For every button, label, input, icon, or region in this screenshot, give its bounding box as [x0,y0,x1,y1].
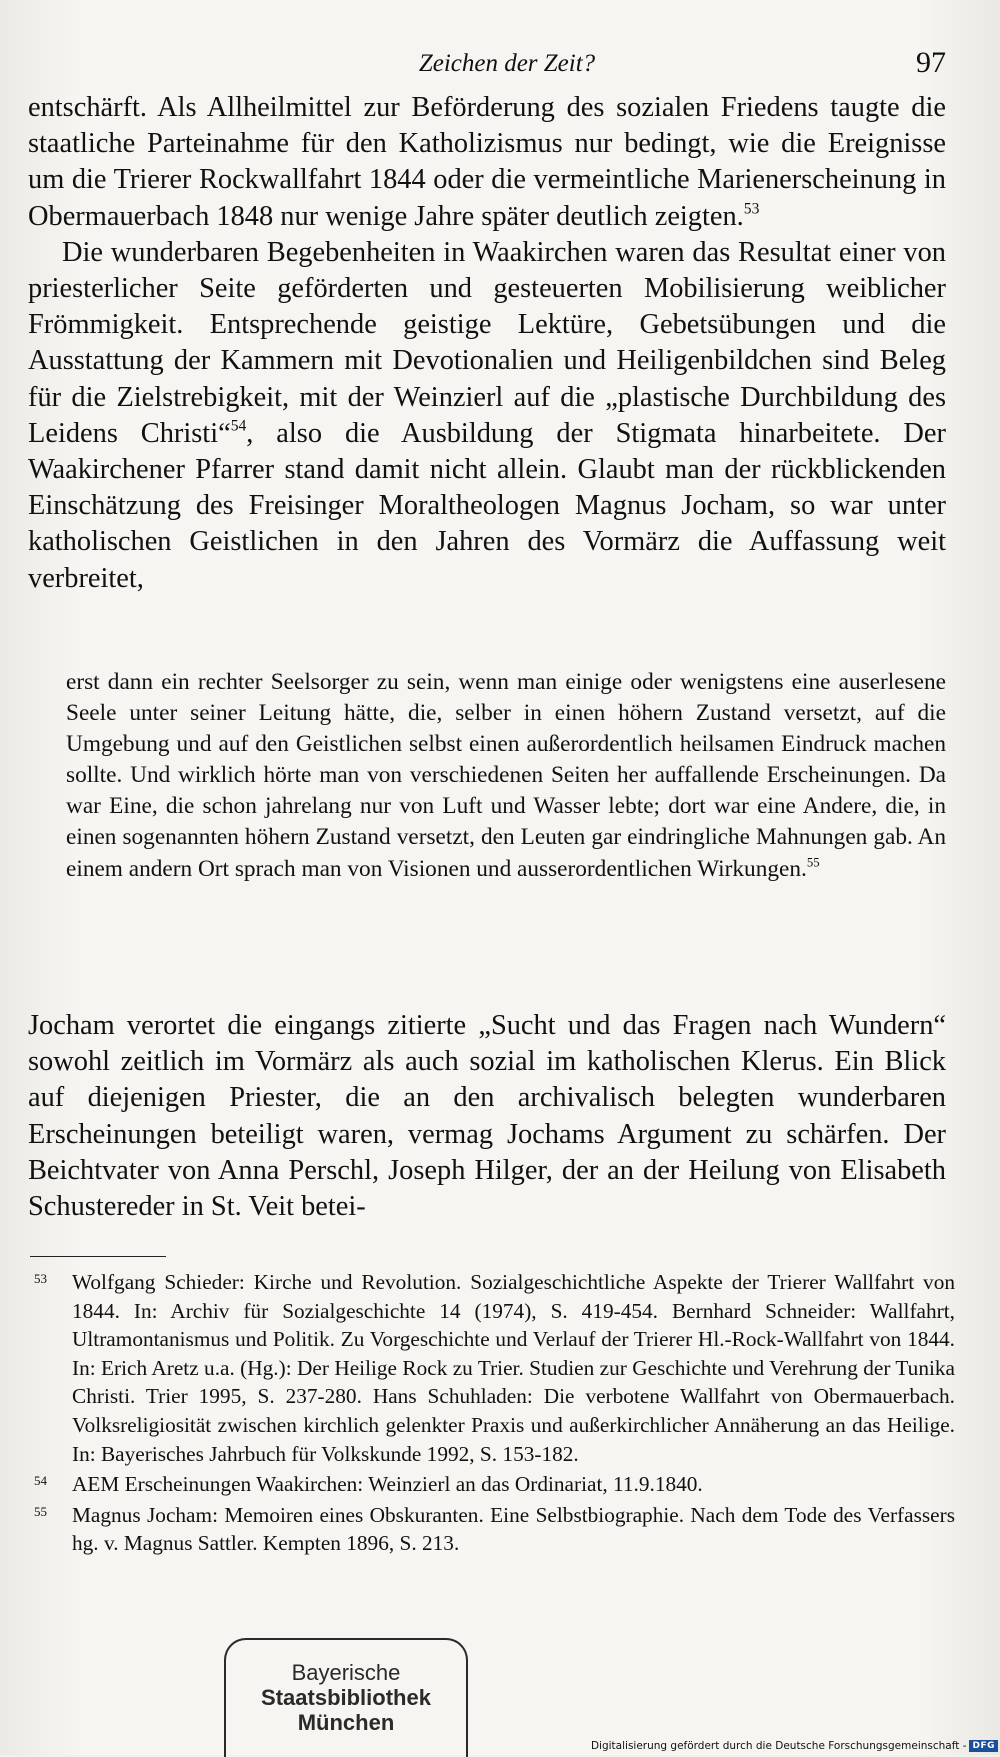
page-header [28,44,946,84]
quote-text: erst dann ein rechter Seelsorger zu sein, wenn man einige oder wenigstens eine auserlesene Seele unter seiner Leitung hätte, die, selber in einen höhern Zustand versetzt, auf die Umgebung und auf den Geistlichen selbst einen außerordentlich heilsamen Eindruck machen sollte. Und wirklich hörte man von verschiedenen Seiten her auffallende Erscheinungen. Da war Eine, die schon jahrelang nur von Luft und Wasser lebte; dort war eine Andere, die, in einen sogenannten höhern Zustand versetzt, den Leuten gar eindringliche Mahnungen gab. An einem andern Ort sprach man von Visionen und ausserordentlichen Wirkungen. [66,669,946,882]
stamp-line-1: Bayerische [291,1660,401,1685]
library-stamp [224,1638,468,1757]
footnote-ref-54: 54 [230,417,247,435]
stamp-line-3: München [297,1710,395,1735]
footnote-ref-53: 53 [743,199,760,217]
footnote-55 [30,1501,955,1558]
block-quote [66,667,946,885]
footnote-separator [30,1256,166,1257]
footnote-number: 53 [34,1271,47,1286]
quote-paragraph [66,667,946,885]
stamp-line-2: Staatsbibliothek [261,1685,431,1710]
footnote-text: Magnus Jocham: Memoiren eines Obskuranten. Eine Selbstbiographie. Nach dem Tode des Verfassers hg. v. Magnus Sattler. Kempten 1896, S. 213. [72,1502,955,1556]
footnote-ref-55: 55 [806,854,820,869]
footnote-54 [30,1470,955,1499]
footnote-text: AEM Erscheinungen Waakirchen: Weinzierl an das Ordinariat, 11.9.1840. [72,1472,703,1497]
dfg-logo: DFG [969,1740,998,1752]
paragraph-1 [28,90,946,235]
paragraph-2 [28,235,946,597]
paragraph-3: Jocham verortet die eingangs zitierte „Sucht und das Fragen nach Wundern“ sowohl zeitlich im Vormärz als auch sozial im katholischen Klerus. Ein Blick auf diejenigen Priester, die an den archivalisch belegten wunderbaren Erscheinungen beteiligt waren, vermag Jochams Argument zu schärfen. Der Beichtvater von Anna Perschl, Joseph Hilger, der an der Heilung von Elisabeth Schustereder in St. Veit betei- [28,1010,946,1223]
footnote-53 [30,1268,955,1468]
footnote-number: 55 [34,1503,47,1519]
footnote-text: Wolfgang Schieder: Kirche und Revolution. Sozialgeschichtliche Aspekte der Trierer Wallfahrt von 1844. In: Archiv für Sozialgeschichte 14 (1974), S. 419-454. Bernhard Schneider: Wallfahrt, Ultramontanismus und Politik. Zu Vorgeschichte und Verlauf der Trierer Hl.-Rock-Wallfahrt von 1844. In: Erich Aretz u.a. (Hg.): Der Heilige Rock zu Trier. Studien zur Geschichte und Verehrung der Tunika Christi. Trier 1995, S. 237-280. Hans Schuhladen: Die verbotene Wallfahrt von Obermauerbach. Volksreligiosität zwischen kirchlich gelenkter Praxis und außerkirchlicher Annäherung an das Heilige. In: Bayerisches Jahrbuch für Volkskunde 1992, S. 153-182. [72,1270,955,1466]
footnotes [30,1268,955,1560]
footnote-number: 54 [34,1473,47,1489]
paragraph-2-text-b: , also die Ausbildung der Stigmata hinarbeitete. Der Waakirchener Pfarrer stand damit nicht allein. Glaubt man der rückblickenden Einschätzung des Freisinger Moraltheologen Magnus Jocham, so war unter katholischen Geistlichen in den Jahren des Vormärz die Auffassung weit verbreitet, [28,417,946,594]
paragraph-2-text-a: Die wunderbaren Begebenheiten in Waakirchen waren das Resultat einer von priesterlicher Seite geförderten und gesteuerten Mobilisierung weiblicher Frömmigkeit. Entsprechende geistige Lektüre, Gebetsübungen und die Ausstattung der Kammern mit Devotionalien und Heiligenbildchen sind Beleg für die Zielstrebigkeit, mit der Weinzierl auf die „plastische Durchbildung des Leidens Christi“ [28,236,946,449]
main-text-lower [28,1008,946,1225]
digitization-credit [591,1740,998,1752]
paragraph-1-text: entschärft. Als Allheilmittel zur Beförderung des sozialen Friedens taugte die staatliche Parteinahme für den Katholizismus nur bedingt, wie die Ereignisse um die Trierer Rockwallfahrt 1844 oder die vermeintliche Marienerscheinung in Obermauerbach 1848 nur wenige Jahre später deutlich zeigten. [28,92,946,232]
running-title: Zeichen der Zeit? [418,50,596,77]
main-text-upper [28,90,946,597]
dfg-credit-text: Digitalisierung gefördert durch die Deutsche Forschungsgemeinschaft - [590,1740,967,1752]
page-number: 97 [916,46,946,79]
